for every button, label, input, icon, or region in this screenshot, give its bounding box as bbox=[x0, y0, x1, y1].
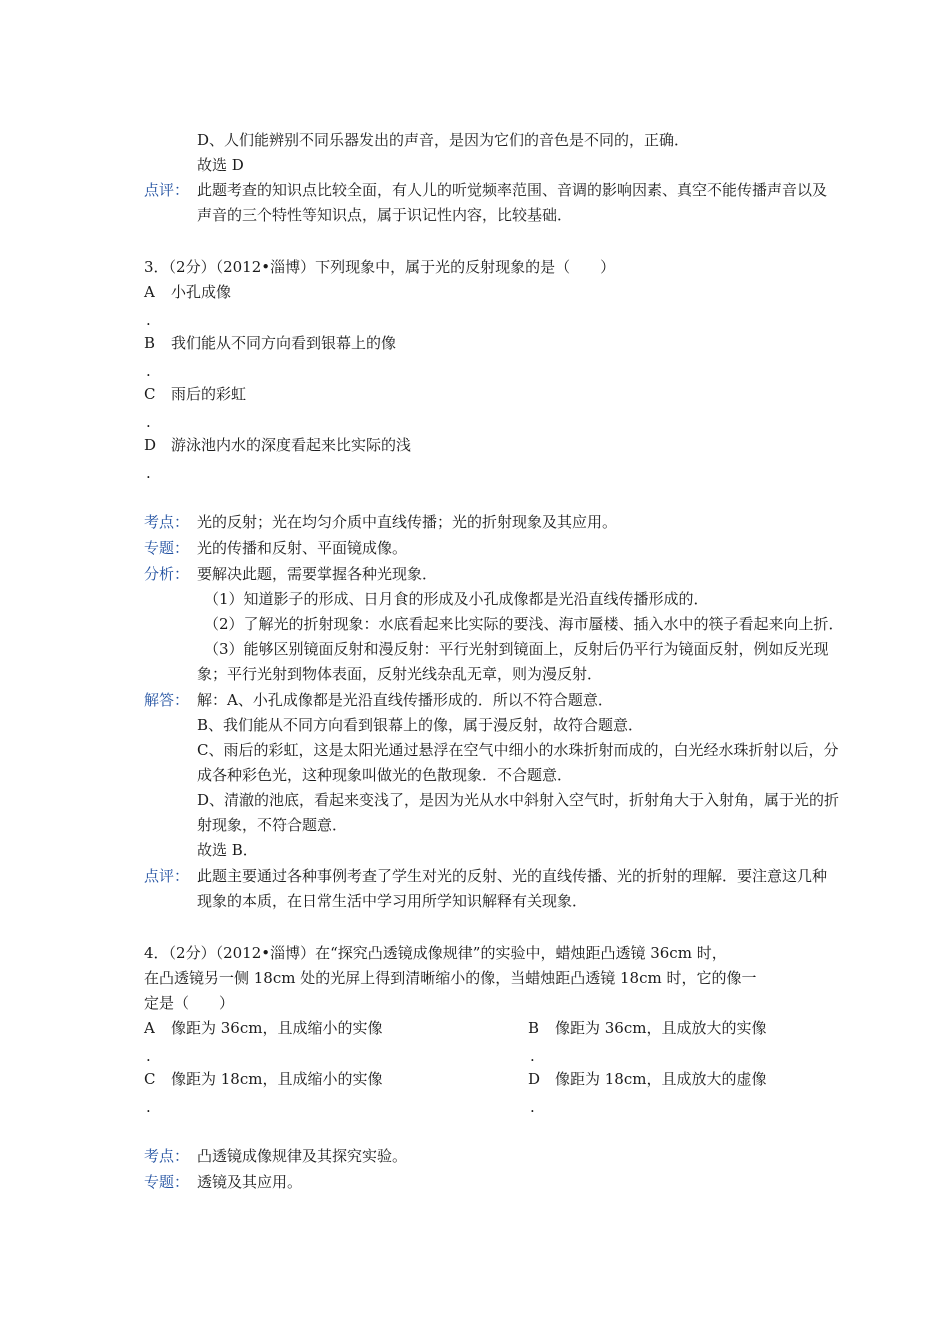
q3-jieda-line: B、我们能从不同方向看到银幕上的像，属于漫反射，故符合题意． bbox=[197, 716, 644, 734]
q3-jieda-line: 射现象，不符合题意． bbox=[197, 816, 348, 834]
q4-option-d-letter: D bbox=[528, 1070, 541, 1088]
q4-option-b-letter: B bbox=[528, 1019, 540, 1037]
q4-option-a-letter: A bbox=[144, 1019, 155, 1037]
q2-option-d-explanation: D、人们能辨别不同乐器发出的声音，是因为它们的音色是不同的，正确． bbox=[197, 131, 690, 149]
q4-option-c-letter: C bbox=[144, 1070, 156, 1088]
q3-option-d-text: 游泳池内水的深度看起来比实际的浅 bbox=[171, 436, 412, 454]
q3-option-a-letter: A bbox=[144, 283, 155, 301]
q3-zhuanti-label: 专题： bbox=[144, 539, 190, 557]
q3-kaodian-text: 光的反射；光在均匀介质中直线传播；光的折射现象及其应用。 bbox=[197, 513, 618, 531]
q3-option-b-dot: . bbox=[146, 362, 151, 380]
q3-dianping-label: 点评： bbox=[144, 867, 190, 885]
q3-fenxi-line: （2）了解光的折射现象：水底看起来比实际的要浅、海市蜃楼、插入水中的筷子看起来向上折． bbox=[204, 615, 844, 633]
q3-option-b-letter: B bbox=[144, 334, 156, 352]
q3-fenxi-line: （3）能够区别镜面反射和漫反射：平行光射到镜面上，反射后仍平行为镜面反射，例如反光现 bbox=[204, 640, 829, 658]
q3-option-a-text: 小孔成像 bbox=[171, 283, 232, 301]
q4-kaodian-text: 凸透镜成像规律及其探究实验。 bbox=[197, 1147, 408, 1165]
q3-fenxi-label: 分析： bbox=[144, 565, 190, 583]
q3-kaodian-label: 考点： bbox=[144, 513, 190, 531]
q3-fenxi-line: 象；平行光射到物体表面，反射光线杂乱无章，则为漫反射． bbox=[197, 665, 603, 683]
q4-option-a-text: 像距为 36cm，且成缩小的实像 bbox=[171, 1019, 383, 1037]
q3-option-c-text: 雨后的彩虹 bbox=[171, 385, 247, 403]
q3-option-c-dot: . bbox=[146, 413, 151, 431]
q3-dianping-line: 现象的本质，在日常生活中学习用所学知识解释有关现象． bbox=[197, 892, 588, 910]
q3-jieda-line: 故选 B． bbox=[197, 841, 258, 859]
q3-dianping-line: 此题主要通过各种事例考查了学生对光的反射、光的直线传播、光的折射的理解．要注意这几种 bbox=[197, 867, 828, 885]
q2-answer: 故选 D bbox=[197, 156, 244, 174]
q3-fenxi-line: （1）知道影子的形成、日月食的形成及小孔成像都是光沿直线传播形成的． bbox=[204, 590, 709, 608]
q3-option-d-letter: D bbox=[144, 436, 157, 454]
q4-option-c-text: 像距为 18cm，且成缩小的实像 bbox=[171, 1070, 383, 1088]
q4-zhuanti-text: 透镜及其应用。 bbox=[197, 1173, 303, 1191]
q3-jieda-label: 解答： bbox=[144, 691, 190, 709]
q4-option-a-dot: . bbox=[146, 1047, 151, 1065]
q2-comment-line-2: 声音的三个特性等知识点，属于识记性内容，比较基础． bbox=[197, 206, 573, 224]
q4-stem-line: 4．（2分）（2012•淄博）在“探究凸透镜成像规律”的实验中，蜡烛距凸透镜 36cm 时， bbox=[144, 944, 727, 962]
q4-option-b-dot: . bbox=[530, 1047, 535, 1065]
q3-option-b-text: 我们能从不同方向看到银幕上的像 bbox=[171, 334, 397, 352]
q3-jieda-line: C、雨后的彩虹，这是太阳光通过悬浮在空气中细小的水珠折射而成的，白光经水珠折射以后，分 bbox=[197, 741, 839, 759]
q3-fenxi-line: 要解决此题，需要掌握各种光现象． bbox=[197, 565, 438, 583]
q4-option-c-dot: . bbox=[146, 1098, 151, 1116]
q2-comment-line-1: 此题考查的知识点比较全面，有人儿的听觉频率范围、音调的影响因素、真空不能传播声音以及 bbox=[197, 181, 828, 199]
q4-stem-line: 在凸透镜另一侧 18cm 处的光屏上得到清晰缩小的像，当蜡烛距凸透镜 18cm 时，它的像一 bbox=[144, 969, 757, 987]
q4-kaodian-label: 考点： bbox=[144, 1147, 190, 1165]
q4-option-b-text: 像距为 36cm，且成放大的实像 bbox=[555, 1019, 767, 1037]
q3-option-c-letter: C bbox=[144, 385, 156, 403]
q3-jieda-line: D、清澈的池底，看起来变浅了，是因为光从水中斜射入空气时，折射角大于入射角，属于光的折 bbox=[197, 791, 840, 809]
q3-stem: 3．（2分）（2012•淄博）下列现象中，属于光的反射现象的是（ ） bbox=[144, 258, 616, 276]
q4-zhuanti-label: 专题： bbox=[144, 1173, 190, 1191]
q4-stem-line: 定是（ ） bbox=[144, 994, 235, 1012]
q3-option-d-dot: . bbox=[146, 464, 151, 482]
q4-option-d-text: 像距为 18cm，且成放大的虚像 bbox=[555, 1070, 767, 1088]
q3-option-a-dot: . bbox=[146, 311, 151, 329]
q3-jieda-line: 成各种彩色光，这种现象叫做光的色散现象．不合题意． bbox=[197, 766, 573, 784]
q4-option-d-dot: . bbox=[530, 1098, 535, 1116]
q3-zhuanti-text: 光的传播和反射、平面镜成像。 bbox=[197, 539, 408, 557]
q2-comment-label: 点评： bbox=[144, 181, 190, 199]
q3-jieda-line: 解：A、小孔成像都是光沿直线传播形成的．所以不符合题意． bbox=[197, 691, 613, 709]
